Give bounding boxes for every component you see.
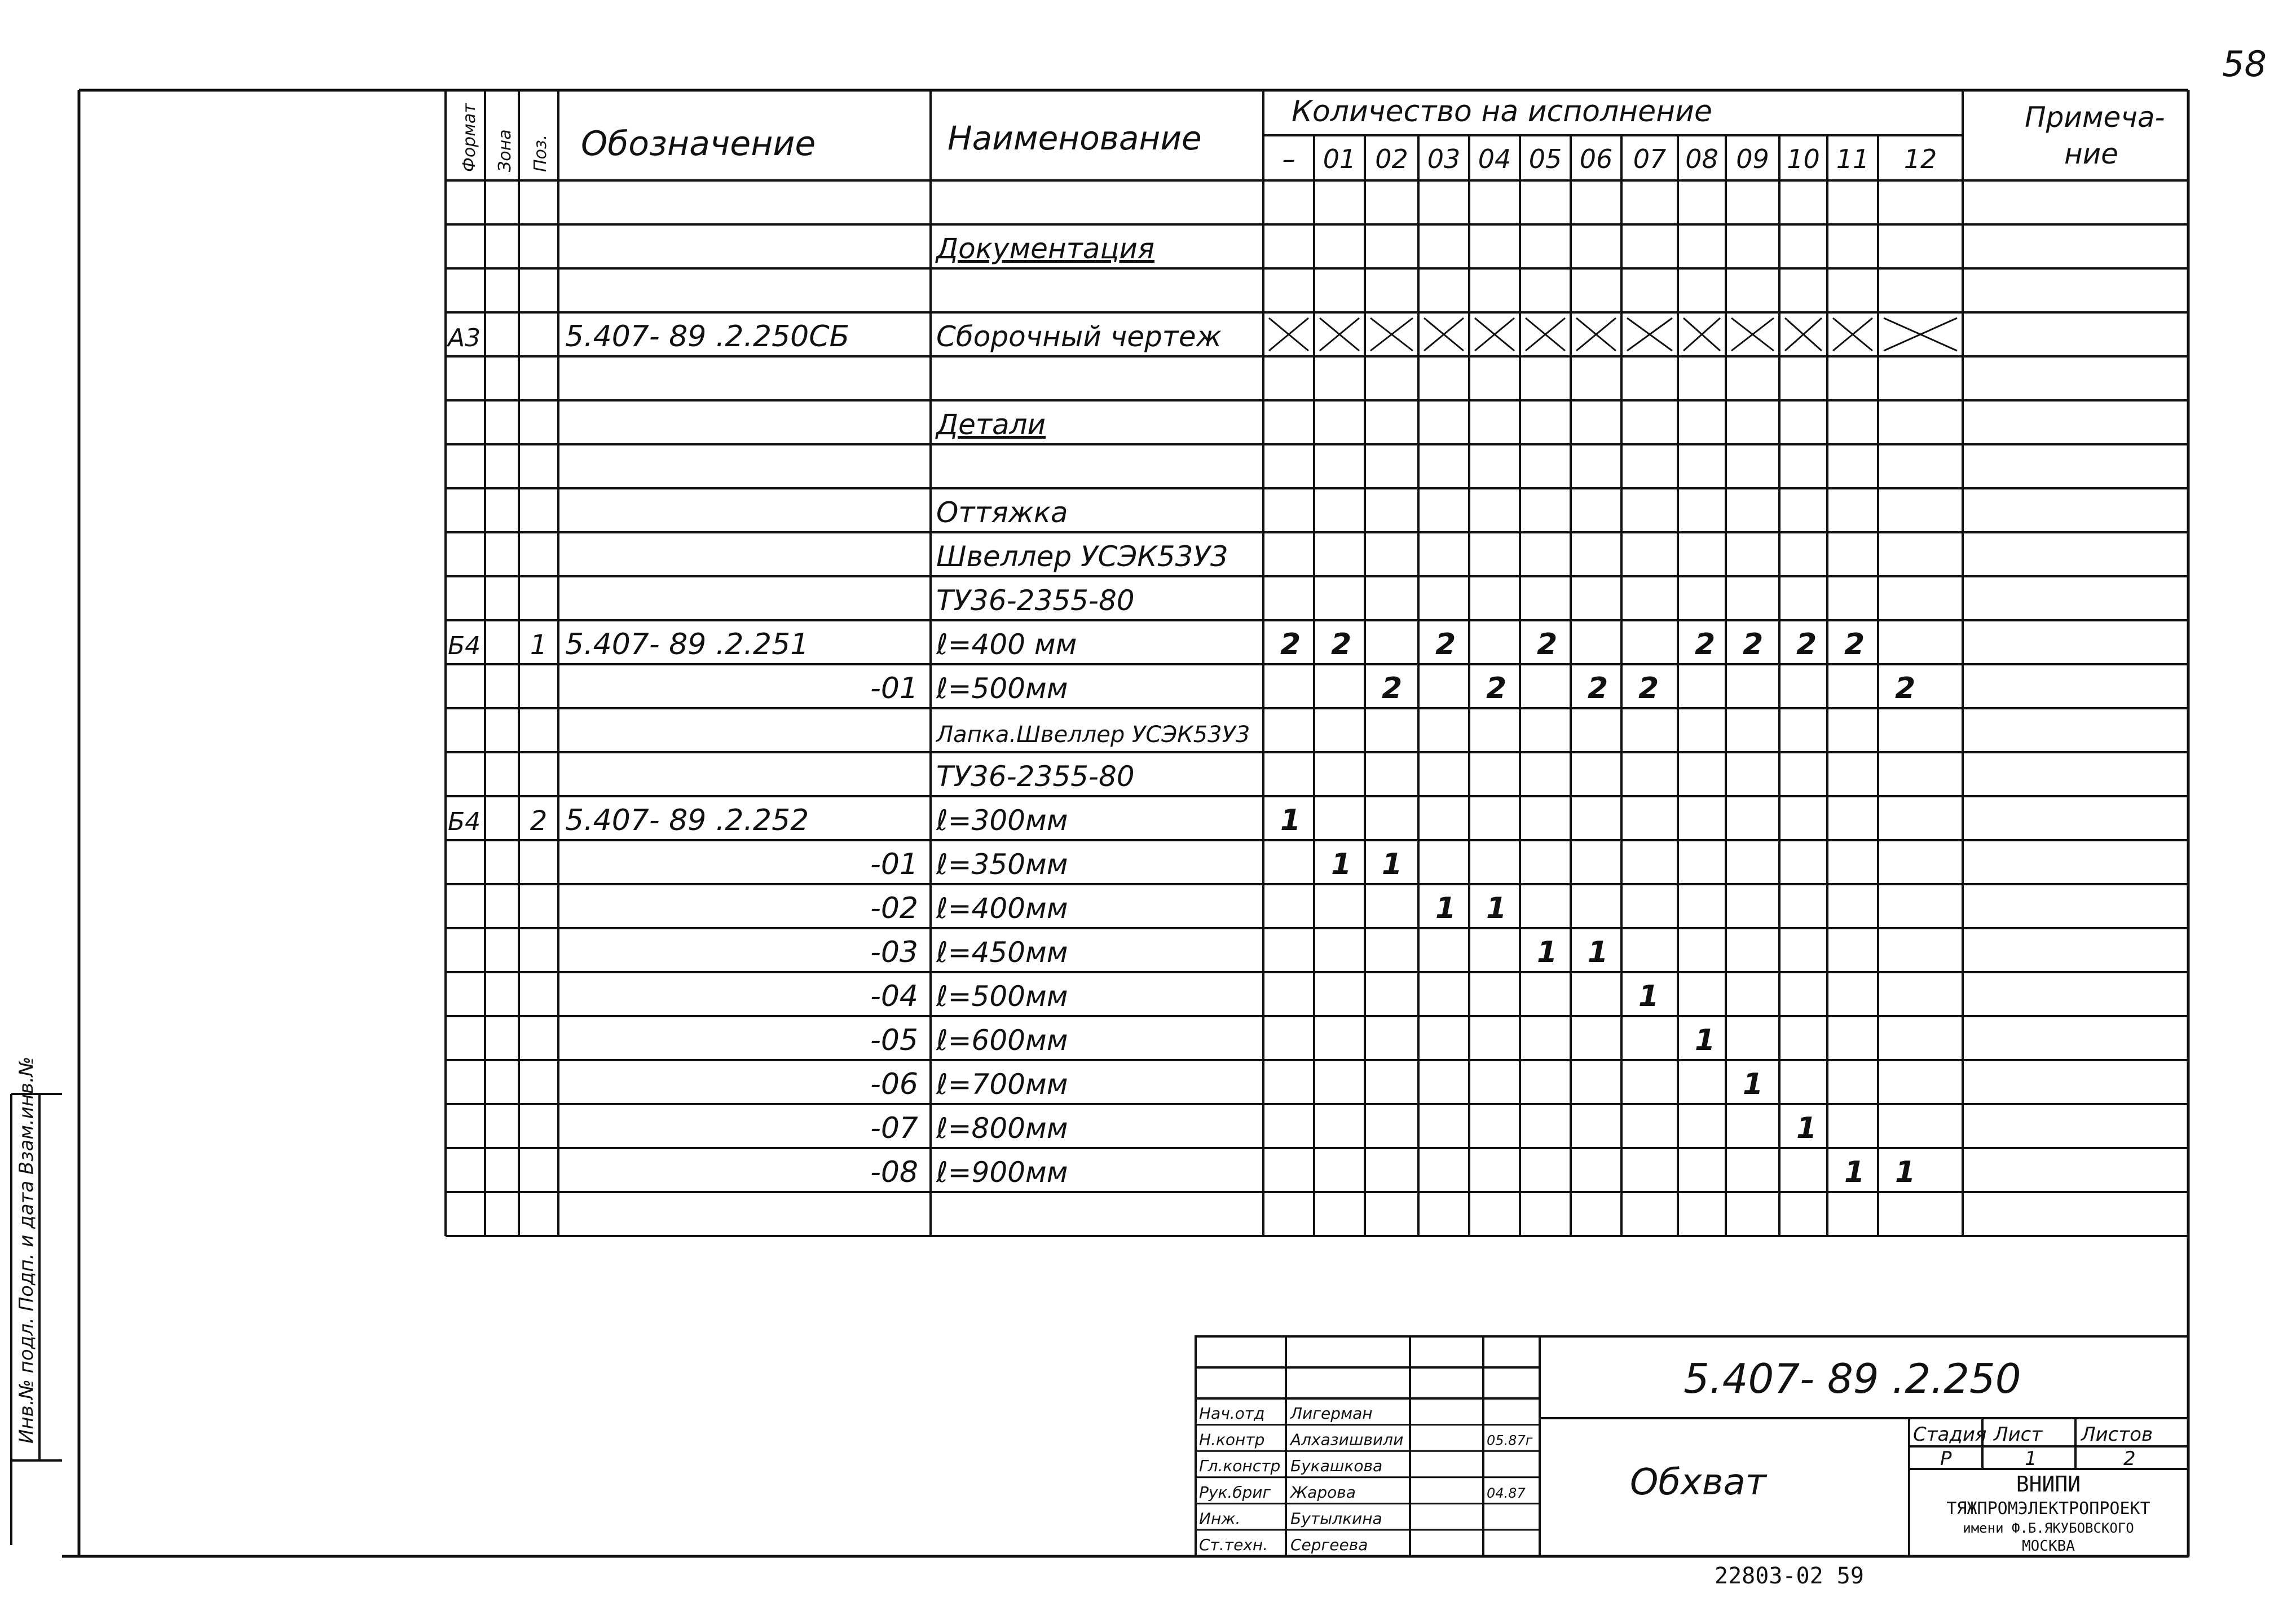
title-block xyxy=(1196,1336,2188,1556)
stage-label: Стадия xyxy=(1913,1423,1987,1446)
cell-quantity: 2 xyxy=(1588,672,1608,705)
table-row xyxy=(936,760,1135,793)
cell-designation: -04 xyxy=(870,979,918,1013)
header-zone: Зона xyxy=(495,129,515,172)
table-row xyxy=(936,584,1135,617)
header-notes-line2: ние xyxy=(2064,138,2118,170)
cell-name: Документация xyxy=(936,232,1154,265)
person-role: Рук.бриг xyxy=(1199,1482,1271,1502)
person-name: Жарова xyxy=(1290,1482,1356,1502)
person-role: Гл.констр xyxy=(1199,1457,1281,1476)
cell-name: Детали xyxy=(936,408,1046,441)
cell-name: ТУ36-2355-80 xyxy=(936,760,1135,793)
cell-name: ℓ=900мм xyxy=(936,1156,1068,1189)
sheet-value: 1 xyxy=(2025,1448,2037,1470)
cross-mark xyxy=(1320,318,1359,351)
header-notes-line1: Примеча- xyxy=(2025,101,2165,134)
cross-mark xyxy=(1526,318,1565,351)
sheet-label: Лист xyxy=(1994,1423,2043,1446)
cell-quantity: 1 xyxy=(1844,1155,1865,1189)
table-row xyxy=(935,408,1046,441)
table-row xyxy=(870,672,1915,705)
cell-designation: -01 xyxy=(870,672,918,705)
cell-quantity: 1 xyxy=(1331,848,1352,881)
cell-designation: 5.407- 89 .2.252 xyxy=(565,804,809,837)
variant-header: 03 xyxy=(1427,144,1461,174)
cross-mark xyxy=(1269,318,1308,351)
cell-name: ℓ=800мм xyxy=(936,1112,1068,1145)
person-name: Лигерман xyxy=(1290,1404,1373,1423)
cell-designation: 5.407- 89 .2.251 xyxy=(565,628,809,661)
cross-mark xyxy=(1884,318,1957,351)
document-code: 5.407- 89 .2.250 xyxy=(1684,1355,2021,1402)
cell-designation: -01 xyxy=(870,848,918,881)
sheets-label: Листов xyxy=(2081,1423,2153,1446)
document-title: Обхват xyxy=(1630,1462,1766,1503)
cell-quantity: 1 xyxy=(1796,1111,1817,1145)
cell-quantity: 2 xyxy=(1844,628,1865,661)
cell-quantity: 2 xyxy=(1280,628,1301,661)
header-pos: Поз. xyxy=(531,134,550,172)
variant-header-row xyxy=(1283,144,1937,174)
cell-quantity: 1 xyxy=(1382,848,1403,881)
cell-name: ℓ=400мм xyxy=(936,892,1068,925)
cell-name: ℓ=500мм xyxy=(936,672,1068,705)
side-stamp xyxy=(11,1057,62,1545)
header-quantity: Количество на исполнение xyxy=(1292,95,1712,129)
cell-quantity: 2 xyxy=(1638,672,1659,705)
table-row xyxy=(935,232,1154,265)
variant-header: 02 xyxy=(1375,144,1408,174)
cell-quantity: 1 xyxy=(1638,979,1659,1013)
cell-name: ℓ=600мм xyxy=(936,1024,1068,1057)
table-row xyxy=(870,892,1506,925)
table-row xyxy=(936,496,1068,529)
org-line-4: МОСКВА xyxy=(2022,1538,2075,1555)
person-name: Сергеева xyxy=(1290,1535,1368,1554)
cell-designation: 5.407- 89 .2.250СБ xyxy=(565,320,850,354)
cell-name: ТУ36-2355-80 xyxy=(936,584,1135,617)
cell-quantity: 1 xyxy=(1895,1155,1916,1189)
cell-name: ℓ=700мм xyxy=(936,1068,1068,1101)
variant-header: 01 xyxy=(1323,144,1356,174)
org-line-1: ВНИПИ xyxy=(2016,1472,2081,1497)
cell-quantity: 1 xyxy=(1280,804,1301,837)
variant-header: 06 xyxy=(1579,144,1613,174)
footer-code: 22803-02 59 xyxy=(1715,1563,1864,1589)
cross-mark xyxy=(1731,318,1774,351)
variant-header: 09 xyxy=(1736,144,1769,174)
person-name: Алхазишвили xyxy=(1290,1430,1404,1449)
cell-quantity: 2 xyxy=(1435,628,1456,661)
cross-mark xyxy=(1684,318,1720,351)
cross-mark xyxy=(1627,318,1672,351)
table-row xyxy=(870,1023,1715,1057)
header-name: Наименование xyxy=(948,119,1202,157)
person-date: 04.87 xyxy=(1487,1485,1526,1501)
cell-designation: -08 xyxy=(870,1155,918,1189)
cell-quantity: 2 xyxy=(1486,672,1507,705)
variant-header: 04 xyxy=(1478,144,1511,174)
cross-mark xyxy=(1424,318,1464,351)
cell-name: ℓ=450мм xyxy=(936,936,1068,969)
cell-designation: -07 xyxy=(870,1111,918,1145)
cell-quantity: 2 xyxy=(1537,628,1558,661)
cell-format: Б4 xyxy=(448,807,481,836)
variant-header: 08 xyxy=(1685,144,1718,174)
cell-position: 1 xyxy=(530,629,548,661)
table-row xyxy=(448,628,1865,661)
table-row xyxy=(870,979,1659,1013)
cell-format: А3 xyxy=(448,324,481,352)
cell-quantity: 1 xyxy=(1695,1023,1716,1057)
title-block-person-row xyxy=(1199,1483,1526,1502)
variant-header: 07 xyxy=(1633,144,1667,174)
cell-name: ℓ=400 мм xyxy=(936,628,1077,661)
person-name: Букашкова xyxy=(1290,1457,1383,1476)
cell-quantity: 1 xyxy=(1537,935,1558,969)
person-role: Н.контр xyxy=(1199,1430,1265,1449)
cell-format: Б4 xyxy=(448,632,481,660)
title-block-person-row xyxy=(1199,1457,1382,1475)
cell-name: Оттяжка xyxy=(936,496,1068,529)
org-line-3: имени Ф.Б.ЯКУБОВСКОГО xyxy=(1963,1520,2134,1536)
table-row xyxy=(870,935,1608,969)
stage-value: Р xyxy=(1940,1448,1952,1470)
cross-mark xyxy=(1785,318,1822,351)
cell-quantity: 2 xyxy=(1895,672,1916,705)
table-row xyxy=(936,540,1228,573)
cell-name: ℓ=500мм xyxy=(936,980,1068,1013)
title-block-person-row xyxy=(1199,1509,1382,1528)
title-block-person-row xyxy=(1199,1535,1368,1554)
cell-name: Швеллер УСЭК53У3 xyxy=(936,540,1228,573)
table-row xyxy=(935,722,1250,748)
table-row xyxy=(870,848,1402,881)
cross-mark xyxy=(1576,318,1616,351)
specification-table xyxy=(446,90,2188,1236)
cell-designation: -06 xyxy=(870,1067,918,1101)
cell-quantity: 2 xyxy=(1695,628,1716,661)
table-body xyxy=(446,232,1915,1189)
variant-header: 10 xyxy=(1787,144,1820,174)
cell-quantity: 2 xyxy=(1743,628,1764,661)
cell-quantity: 2 xyxy=(1382,672,1403,705)
table-row xyxy=(446,320,1222,354)
cell-position: 2 xyxy=(530,805,548,837)
person-date: 05.87г xyxy=(1487,1432,1533,1449)
cell-quantity: 1 xyxy=(1435,892,1456,925)
sheets-value: 2 xyxy=(2123,1448,2136,1470)
table-row xyxy=(870,1111,1817,1145)
cell-name: ℓ=300мм xyxy=(936,804,1068,837)
table-row xyxy=(448,804,1301,837)
cell-name: Сборочный чертеж xyxy=(936,320,1222,353)
table-row xyxy=(870,1067,1763,1101)
variant-header: – xyxy=(1282,144,1295,174)
cell-quantity: 1 xyxy=(1486,892,1507,925)
table-row xyxy=(870,1155,1915,1189)
header-designation: Обозначение xyxy=(581,124,816,164)
cell-quantity: 2 xyxy=(1331,628,1352,661)
cell-quantity: 1 xyxy=(1588,935,1608,969)
cell-quantity: 2 xyxy=(1796,628,1817,661)
variant-header: 05 xyxy=(1528,144,1562,174)
org-line-2: ТЯЖПРОМЭЛЕКТРОПРОЕКТ xyxy=(1946,1499,2150,1519)
page-number: 58 xyxy=(2222,43,2267,85)
cell-designation: -05 xyxy=(870,1023,918,1057)
variant-header: 12 xyxy=(1903,144,1937,174)
cell-name: Лапка.Швеллер УСЭК53У3 xyxy=(936,722,1250,748)
cross-mark xyxy=(1370,318,1413,351)
cross-mark xyxy=(1475,318,1514,351)
person-name: Бутылкина xyxy=(1290,1509,1382,1528)
person-role: Ст.техн. xyxy=(1199,1535,1268,1554)
person-role: Нач.отд xyxy=(1199,1404,1265,1423)
cross-mark xyxy=(1833,318,1872,351)
header-format: Формат xyxy=(460,103,479,172)
cell-quantity: 1 xyxy=(1743,1067,1764,1101)
cell-designation: -02 xyxy=(870,892,918,925)
side-stamp-text: Инв.№ подл. Подп. и дата Взам.инв.№ xyxy=(15,1056,38,1444)
person-role: Инж. xyxy=(1199,1509,1241,1528)
variant-header: 11 xyxy=(1836,144,1870,174)
cell-designation: -03 xyxy=(870,935,918,969)
cell-name: ℓ=350мм xyxy=(936,848,1068,881)
